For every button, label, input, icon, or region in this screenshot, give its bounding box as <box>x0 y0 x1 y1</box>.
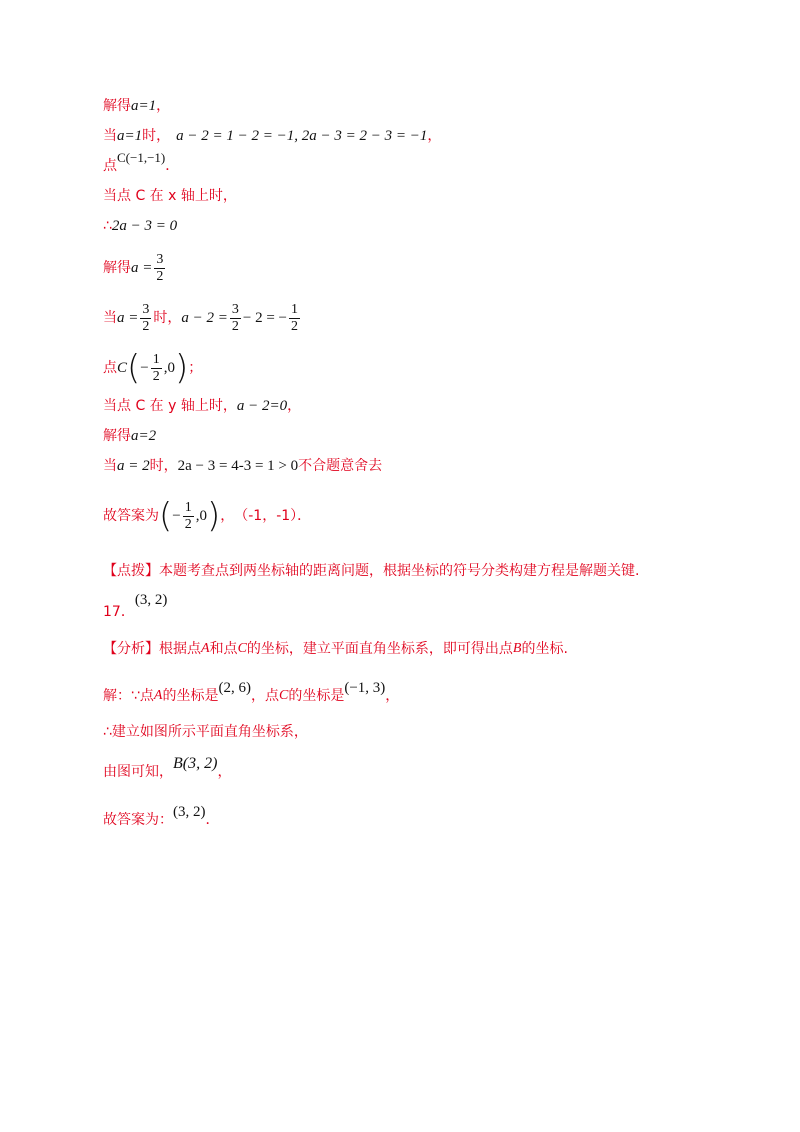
math: C <box>117 360 128 376</box>
math: C(−1,−1) <box>117 150 166 165</box>
line-c-on-x-axis <box>103 186 237 206</box>
text: ． <box>205 812 220 828</box>
text: 解得 <box>103 260 131 276</box>
line-solve-a-2 <box>103 426 156 446</box>
math: (3, 2) <box>173 804 206 820</box>
note-text: 本题考查点到两坐标轴的距离问题，根据坐标的符号分类构建方程是解题关键. <box>159 563 640 579</box>
math: B(3, 2) <box>173 755 218 772</box>
note-line <box>103 561 639 581</box>
numerator: 1 <box>291 301 299 317</box>
question-number: 17． <box>103 604 135 620</box>
text: 的坐标. <box>521 641 568 657</box>
math: a − 2 = 1 − 2 = −1, 2a − 3 = 2 − 3 = −1 <box>176 128 428 144</box>
point-c: C <box>278 688 289 703</box>
text: 解得 <box>103 428 131 444</box>
minus: − <box>172 508 181 524</box>
question-17 <box>103 592 167 622</box>
denominator: 2 <box>184 516 192 532</box>
question-answer: (3, 2) <box>134 592 168 608</box>
fraction <box>151 352 162 385</box>
line-when-a-1 <box>103 126 441 146</box>
text: ， （-1，-1）． <box>220 508 312 524</box>
text: 解：∵点 <box>103 688 154 704</box>
text: 和点 <box>209 641 238 657</box>
math: a=1 <box>117 128 143 144</box>
text: ， <box>156 98 171 114</box>
line-solve-a-3-2 <box>103 246 167 290</box>
numerator: 1 <box>152 351 160 367</box>
fraction <box>140 302 151 335</box>
numerator: 3 <box>156 251 164 267</box>
math: ,0 <box>163 360 175 376</box>
line-point-c-half <box>103 346 202 390</box>
fraction <box>289 302 300 335</box>
solution-line-2 <box>103 722 308 742</box>
text: ∴建立如图所示平面直角坐标系， <box>103 724 308 740</box>
text: 时， <box>142 128 171 144</box>
fraction <box>154 252 165 285</box>
text: 解得 <box>103 98 131 114</box>
math: 2a − 3 = 0 <box>111 218 178 234</box>
numerator: 3 <box>231 301 239 317</box>
text: 当 <box>103 128 117 144</box>
math: a = <box>131 260 153 276</box>
text: 时， <box>153 310 182 326</box>
math: 2a − 3 = 4-3 = 1 > 0 <box>177 458 299 474</box>
line-point-c <box>103 150 180 176</box>
text: 由图可知， <box>103 764 173 780</box>
text: 根据点 <box>159 641 201 657</box>
fraction <box>230 302 241 335</box>
math: a=1 <box>131 98 157 114</box>
math: − 2 = − <box>242 310 288 326</box>
math: (−1, 3) <box>344 680 386 696</box>
text: ， <box>385 688 400 704</box>
text: 当点 C 在 y 轴上时， <box>103 398 237 414</box>
text: ， <box>287 398 302 414</box>
text: 故答案为： <box>103 812 173 828</box>
text: 的坐标是 <box>162 688 219 704</box>
point-a: A <box>201 641 210 656</box>
text: 点 <box>103 158 117 174</box>
math: a=2 <box>131 428 157 444</box>
line-when-a-2 <box>103 456 382 476</box>
math: (2, 6) <box>218 680 251 696</box>
text: 时， <box>149 458 178 474</box>
text: ， <box>217 764 232 780</box>
text: 当点 C 在 x 轴上时， <box>103 188 237 204</box>
text: 故答案为 <box>103 508 159 524</box>
text: 点 <box>103 360 117 376</box>
line-when-a-3-2 <box>103 296 302 340</box>
text: 当 <box>103 458 117 474</box>
math: a − 2 = <box>181 310 228 326</box>
denominator: 2 <box>291 318 299 334</box>
right-paren: ) <box>175 348 189 388</box>
numerator: 1 <box>184 499 192 515</box>
line-c-on-y-axis <box>103 396 301 416</box>
point-a: A <box>153 688 163 703</box>
left-paren: ( <box>159 496 173 536</box>
text: ， <box>427 128 442 144</box>
math: ,0 <box>195 508 207 524</box>
denominator: 2 <box>142 318 150 334</box>
point-b: B <box>512 641 522 656</box>
solution-line-3 <box>103 752 231 782</box>
minus: − <box>140 360 149 376</box>
math: a = <box>117 310 139 326</box>
point-c: C <box>237 641 247 656</box>
text: 当 <box>103 310 117 326</box>
therefore-symbol: ∴ <box>103 218 112 234</box>
text: ，点 <box>250 688 279 704</box>
solution-line-1 <box>103 676 399 706</box>
right-paren: ) <box>206 496 221 536</box>
note-label: 【点拨】 <box>103 563 159 579</box>
numerator: 3 <box>142 301 150 317</box>
text: 的坐标，建立平面直角坐标系，即可得出点 <box>246 641 513 657</box>
denominator: 2 <box>152 368 160 384</box>
text: 不合题意舍去 <box>298 458 383 474</box>
fraction <box>183 500 194 533</box>
line-therefore <box>103 216 177 236</box>
denominator: 2 <box>156 268 164 284</box>
line-solve-a-1 <box>103 96 170 116</box>
denominator: 2 <box>231 318 239 334</box>
line-answer-16 <box>103 494 311 538</box>
math: a = 2 <box>117 458 150 474</box>
math: a − 2=0 <box>236 398 288 414</box>
text: ． <box>165 158 180 174</box>
text: ； <box>188 360 203 376</box>
left-paren: ( <box>127 348 141 388</box>
analysis-line <box>103 639 568 659</box>
analysis-label: 【分析】 <box>103 641 159 657</box>
solution-line-4 <box>103 800 220 830</box>
text: 的坐标是 <box>288 688 345 704</box>
